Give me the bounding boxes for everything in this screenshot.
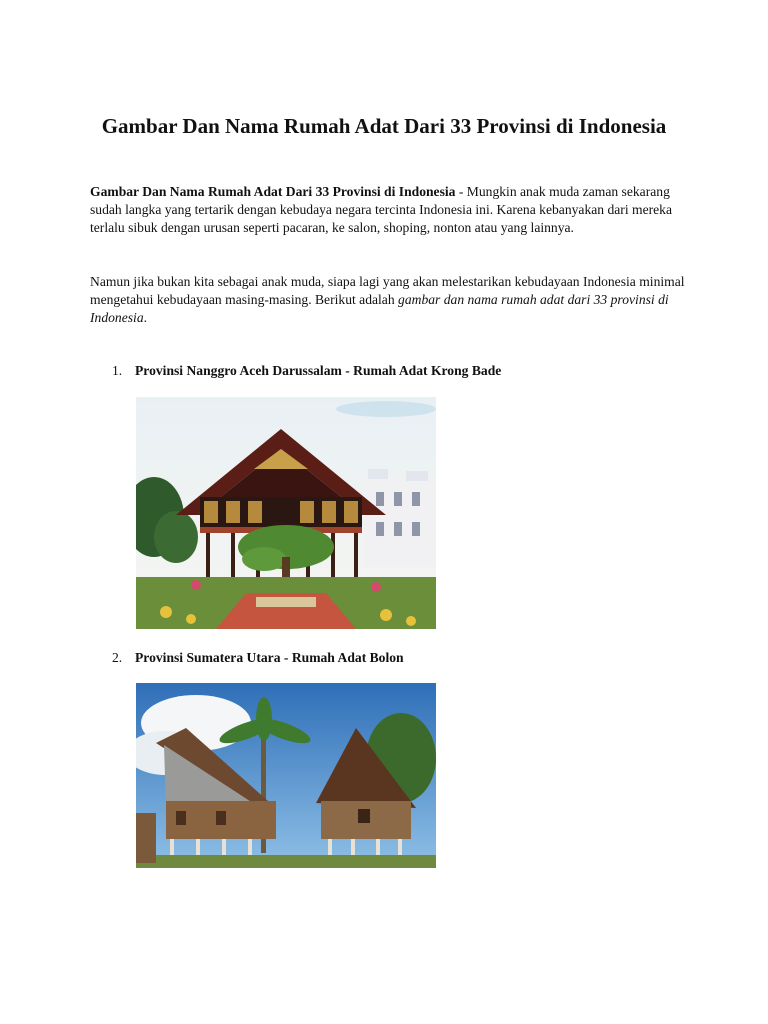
second-paragraph-text: Namun jika bukan kita sebagai anak muda, siapa lagi yang akan melestarikan kebudayaan Indonesia minimal mengetahui kebudayaan masing-masing. Berikut adalah [90, 274, 685, 307]
intro-bold-text: Gambar Dan Nama Rumah Adat Dari 33 Provinsi di Indonesia [90, 184, 456, 199]
rumah-krong-bade-photo [136, 397, 436, 629]
second-paragraph-end: . [143, 310, 148, 325]
intro-text: - Mungkin anak muda zaman sekarang sudah langka yang tertarik dengan kebudaya negara tercinta Indonesia ini. Karena kebanyakan dari mereka terlalu sibuk dengan urusan seperti pacaran, ke salon, shoping, nonton atau yang lainnya. [90, 184, 673, 235]
second-paragraph [90, 273, 690, 327]
intro-paragraph [90, 183, 690, 237]
page-title: Gambar Dan Nama Rumah Adat Dari 33 Provinsi di Indonesia [101, 114, 667, 138]
list-item-number: 1. [112, 363, 123, 378]
second-paragraph-italic: gambar dan nama rumah adat dari 33 provinsi di Indonesia [90, 292, 669, 325]
rumah-bolon-photo [136, 683, 436, 868]
list-item-number: 2. [112, 650, 123, 665]
list-item-heading: Provinsi Nanggro Aceh Darussalam - Rumah Adat Krong Bade [135, 363, 502, 378]
list-item-heading: Provinsi Sumatera Utara - Rumah Adat Bolon [135, 650, 404, 665]
